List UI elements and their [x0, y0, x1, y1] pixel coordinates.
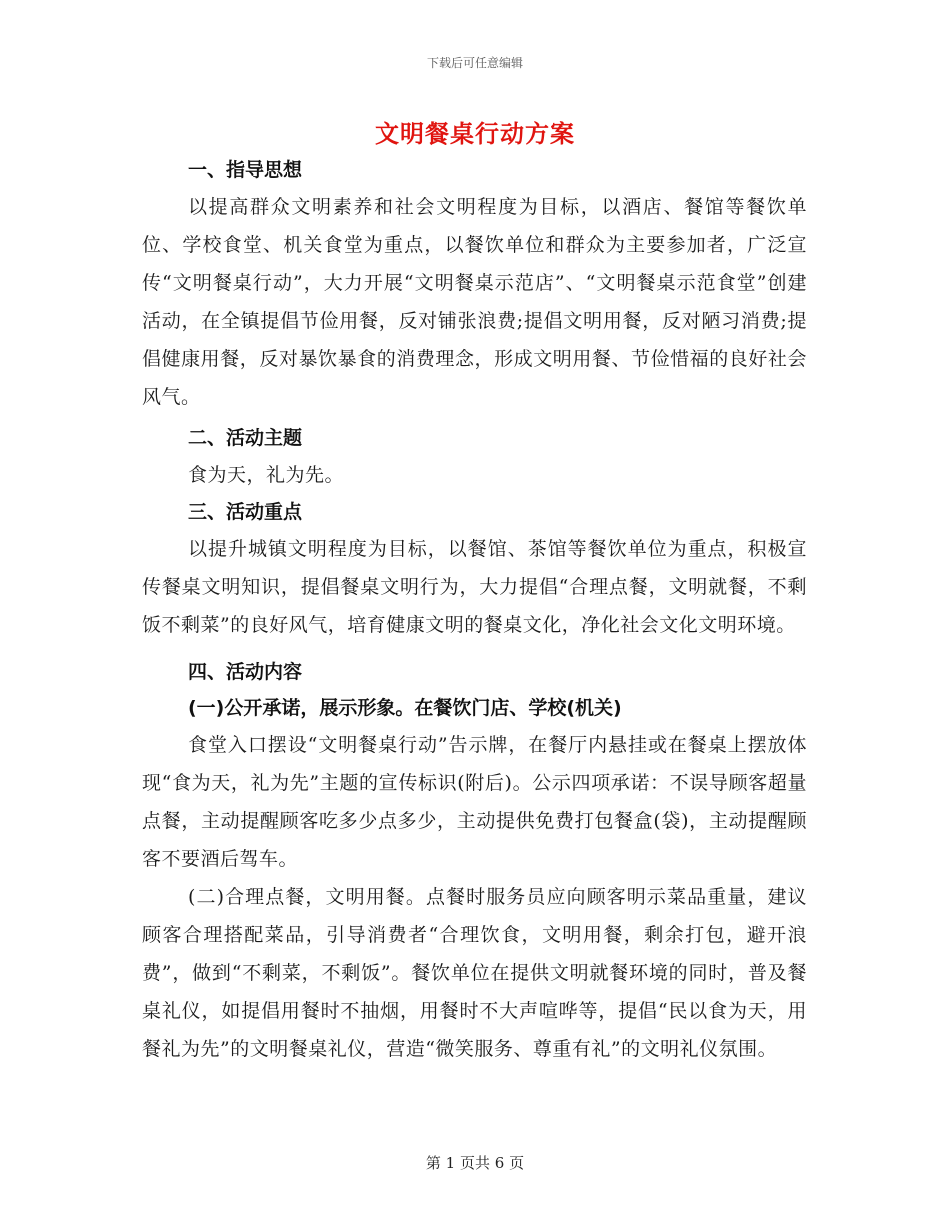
section-text-guiding-ideology: 以提高群众文明素养和社会文明程度为目标，以酒店、餐馆等餐饮单位、学校食堂、机关食堂为重点，以餐饮单位和群众为主要参加者，广泛宣传“文明餐桌行动”，大力开展“文明餐桌示范店”、“文明餐桌示范食堂”创建活动，在全镇提倡节俭用餐，反对铺张浪费;提倡文明用餐，反对陋习消费;提倡健康用餐，反对暴饮暴食的消费理念，形成文明用餐、节俭惜福的良好社会风气。	[142, 196, 807, 408]
document-title: 文明餐桌行动方案	[375, 119, 575, 148]
subsection-heading-public-commitment: (一)公开承诺，展示形象。在餐饮门店、学校(机关)	[188, 697, 622, 719]
document-body	[142, 152, 807, 1068]
section-text-activity-theme: 食为天，礼为先。	[188, 464, 345, 486]
section-text-public-commitment: 食堂入口摆设“文明餐桌行动”告示牌，在餐厅内悬挂或在餐桌上摆放体现“食为天，礼为先”主题的宣传标识(附后)。公示四项承诺：不误导顾客超量点餐，主动提醒顾客吃多少点多少，主动提供免费打包餐盒(袋)，主动提醒顾客不要酒后驾车。	[142, 734, 807, 870]
section-text-reasonable-ordering: (二)合理点餐，文明用餐。点餐时服务员应向顾客明示菜品重量，建议顾客合理搭配菜品，引导消费者“合理饮食，文明用餐，剩余打包，避开浪费”，做到“不剩菜，不剩饭”。餐饮单位在提供文明就餐环境的同时，普及餐桌礼仪，如提倡用餐时不抽烟，用餐时不大声喧哗等，提倡“民以食为天，用餐礼为先”的文明餐桌礼仪，营造“微笑服务、尊重有礼”的文明礼仪氛围。	[142, 886, 807, 1060]
section-heading-activity-content: 四、活动内容	[188, 661, 303, 683]
section-heading-activity-focus: 三、活动重点	[188, 501, 303, 523]
section-text-activity-focus: 以提升城镇文明程度为目标，以餐馆、茶馆等餐饮单位为重点，积极宣传餐桌文明知识，提倡餐桌文明行为，大力提倡“合理点餐，文明就餐，不剩饭不剩菜”的良好风气，培育健康文明的餐桌文化，净化社会文化文明环境。	[142, 538, 807, 636]
header-note: 下载后可任意编辑	[426, 56, 523, 70]
page-footer: 第 1 页共 6 页	[425, 1154, 525, 1172]
section-heading-guiding-ideology: 一、指导思想	[188, 159, 303, 181]
section-heading-activity-theme: 二、活动主题	[188, 427, 303, 449]
